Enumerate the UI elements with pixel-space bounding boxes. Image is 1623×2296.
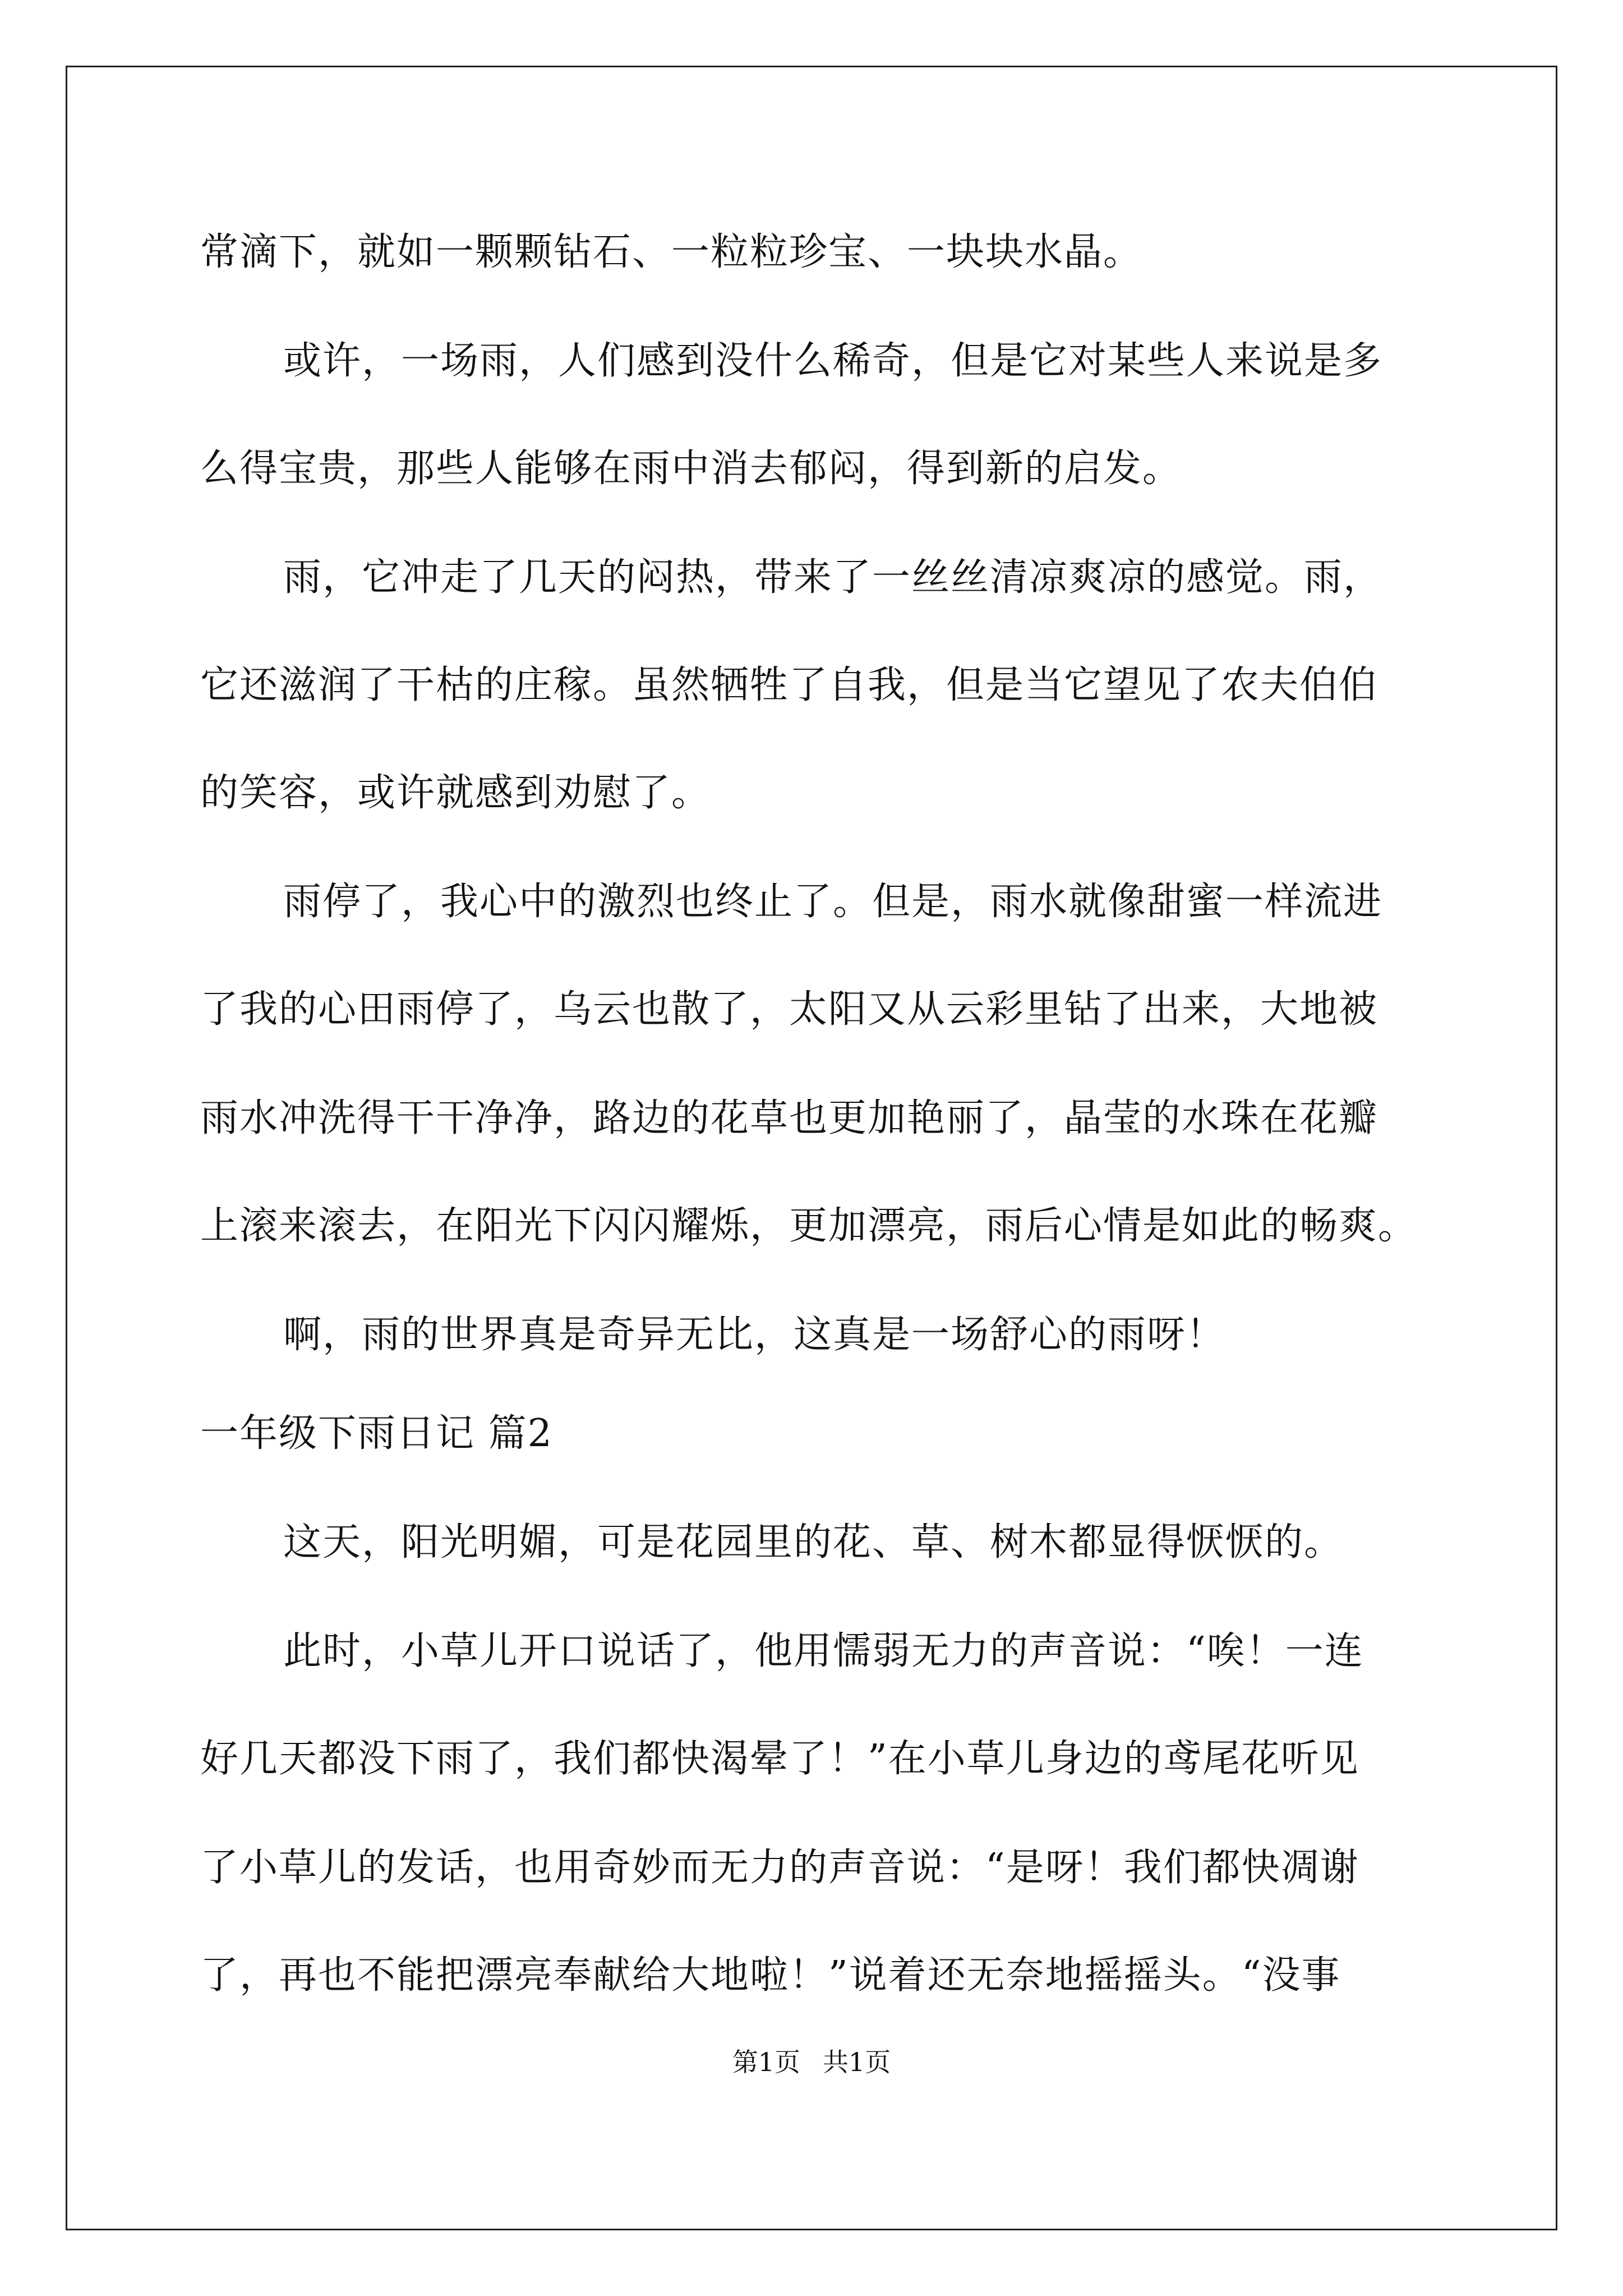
paragraph-line: 雨，它冲走了几天的闷热，带来了一丝丝清凉爽凉的感觉。雨， xyxy=(283,555,1383,600)
paragraph-line: 这天，阳光明媚，可是花园里的花、草、树木都显得恹恹的。 xyxy=(283,1520,1344,1565)
paragraph-line: 雨停了，我心中的激烈也终止了。但是，雨水就像甜蜜一样流进 xyxy=(283,880,1383,924)
paragraph-line: 或许，一场雨，人们感到没什么稀奇，但是它对某些人来说是多 xyxy=(283,339,1383,383)
paragraph-line: 雨水冲洗得干干净净，路边的花草也更加艳丽了，晶莹的水珠在花瓣 xyxy=(200,1096,1378,1140)
paragraph-line: 此时，小草儿开口说话了，他用懦弱无力的声音说：“唉！一连 xyxy=(283,1629,1364,1673)
paragraph-line: 么得宝贵，那些人能够在雨中消去郁闷，得到新的启发。 xyxy=(200,447,1182,491)
paragraph-line: 啊，雨的世界真是奇异无比，这真是一场舒心的雨呀！ xyxy=(283,1313,1226,1357)
page-total: 共1页 xyxy=(823,2047,891,2077)
paragraph-line: 上滚来滚去，在阳光下闪闪耀烁，更加漂亮，雨后心情是如此的畅爽。 xyxy=(200,1204,1418,1248)
paragraph-line: 的笑容，或许就感到劝慰了。 xyxy=(200,771,711,815)
paragraph-line: 了我的心田雨停了，乌云也散了，太阳又从云彩里钻了出来，大地被 xyxy=(200,987,1378,1032)
page-border xyxy=(66,66,1557,2230)
paragraph-line: 了，再也不能把漂亮奉献给大地啦！”说着还无奈地摇摇头。“没事 xyxy=(200,1953,1341,1998)
section-heading: 一年级下雨日记 篇2 xyxy=(200,1411,553,1456)
page-number: 第1页 xyxy=(732,2047,800,2077)
paragraph-line: 了小草儿的发话，也用奇妙而无力的声音说：“是呀！我们都快凋谢 xyxy=(200,1846,1359,1890)
paragraph-line: 好几天都没下雨了，我们都快渴晕了！”在小草儿身边的鸢尾花听见 xyxy=(200,1737,1359,1781)
paragraph-line: 常滴下，就如一颗颗钻石、一粒粒珍宝、一块块水晶。 xyxy=(200,230,1143,274)
page-footer xyxy=(0,2046,1623,2078)
paragraph-line: 它还滋润了干枯的庄稼。虽然牺牲了自我，但是当它望见了农夫伯伯 xyxy=(200,663,1378,707)
